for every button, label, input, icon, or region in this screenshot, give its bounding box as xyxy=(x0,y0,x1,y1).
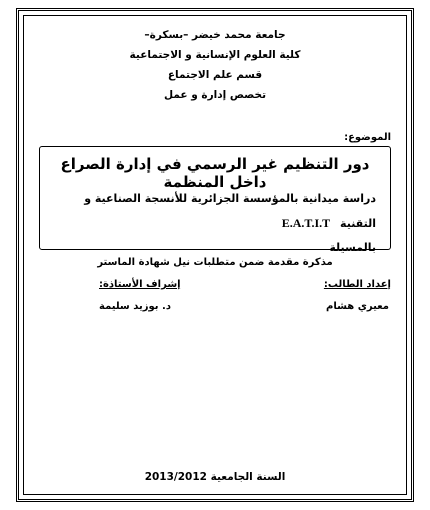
faculty-name: كلية العلوم الإنسانية و الاجتماعية xyxy=(129,49,301,61)
institution-header xyxy=(19,25,411,105)
subject-box xyxy=(39,146,391,254)
thesis-subtitle xyxy=(54,187,376,260)
supervisor-label: إشراف الأستاذة: xyxy=(99,279,181,290)
student-label: إعداد الطالب: xyxy=(323,279,391,290)
supervisor-name: د. بوزيد سليمة xyxy=(99,301,171,312)
thesis-title: دور التنظيم غير الرسمي في إدارة الصراع داخل المنظمة xyxy=(60,155,370,191)
student-name: معيري هشام xyxy=(326,301,389,312)
subject-label: الموضوع: xyxy=(344,132,391,143)
university-name: جامعة محمد خيضر –بسكرة– xyxy=(144,29,286,41)
department-name: قسم علم الاجتماع xyxy=(167,69,263,81)
page-border xyxy=(16,8,414,502)
subtitle-place: بالمسيلة xyxy=(329,241,376,254)
academic-year: السنة الجامعية 2013/2012 xyxy=(144,471,286,483)
thesis-note: مذكرة مقدمة ضمن متطلبات نيل شهادة الماستر xyxy=(97,257,333,268)
subtitle-arabic: دراسة ميدانية بالمؤسسة الجزائرية للأنسجة الصناعية و التقنية xyxy=(84,192,376,230)
specialty-name: تخصص إدارة و عمل xyxy=(163,89,267,101)
subtitle-company-code: E.A.T.I.T xyxy=(281,216,331,230)
